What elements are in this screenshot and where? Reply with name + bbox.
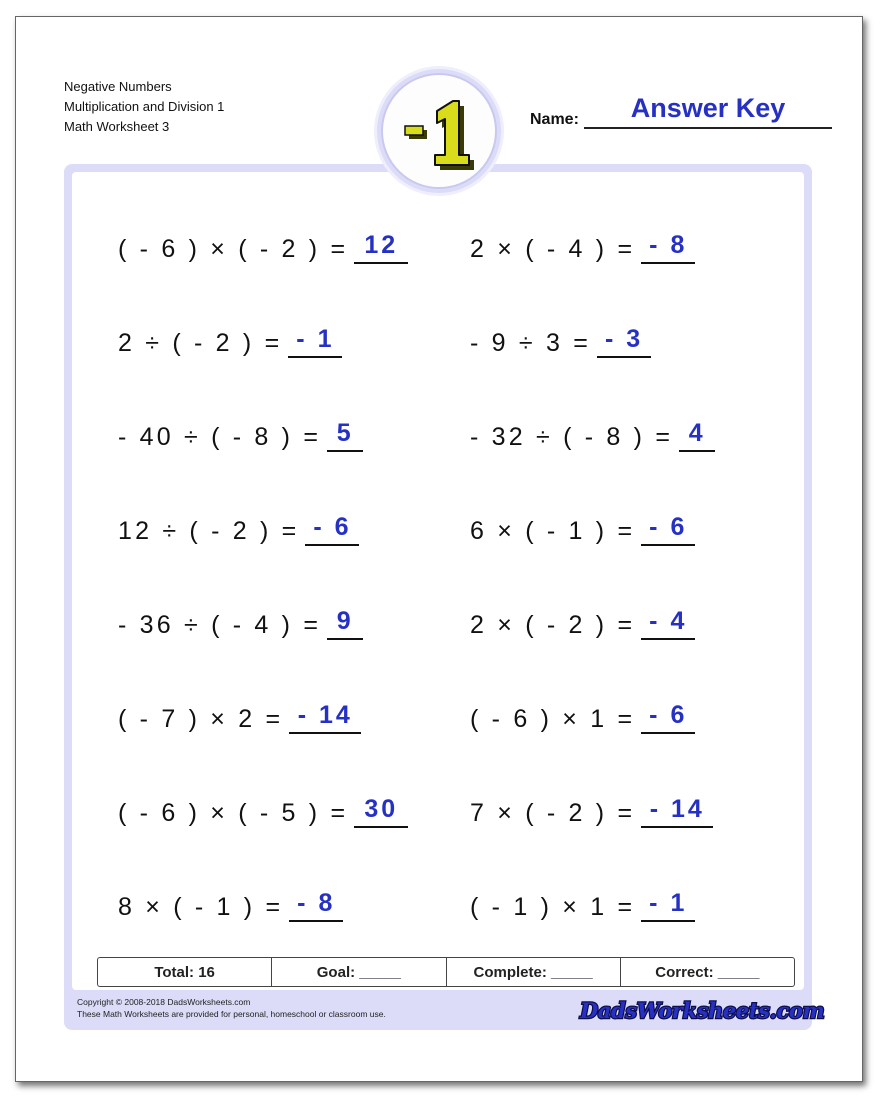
problem-expression: 8 × ( - 1 ) = <box>118 893 284 921</box>
problem-9 <box>118 602 363 642</box>
problem-15 <box>118 884 343 924</box>
problem-answer: - 8 <box>641 228 695 264</box>
problem-answer: - 8 <box>289 886 343 922</box>
copyright-notice <box>77 996 386 1020</box>
name-underline <box>584 127 832 129</box>
problem-12 <box>470 696 695 736</box>
problem-answer: - 1 <box>641 886 695 922</box>
answer-key-text: Answer Key <box>630 93 786 123</box>
problem-expression: 6 × ( - 1 ) = <box>470 517 636 545</box>
problem-8 <box>470 508 695 548</box>
problem-answer: 4 <box>679 416 715 452</box>
problem-answer: 30 <box>354 792 408 828</box>
usage-notice: These Math Worksheets are provided for personal, homeschool or classroom use. <box>77 1009 386 1019</box>
negative-one-badge-icon <box>381 73 497 189</box>
score-total: Total: 16 <box>98 958 272 986</box>
problem-1 <box>118 226 408 266</box>
problem-expression: 2 × ( - 4 ) = <box>470 235 636 263</box>
score-correct: Correct: _____ <box>655 963 760 981</box>
problem-10 <box>470 602 695 642</box>
problem-6 <box>470 414 715 454</box>
problem-answer: - 14 <box>289 698 361 734</box>
problem-expression: ( - 6 ) × ( - 5 ) = <box>118 799 349 827</box>
logo-text: DadsWorksheets.com <box>580 998 825 1023</box>
problem-answer: 12 <box>354 228 408 264</box>
problem-expression: - 36 ÷ ( - 4 ) = <box>118 611 322 639</box>
problems-area <box>72 172 804 990</box>
name-label: Name: <box>530 111 579 128</box>
problem-answer: 9 <box>327 604 363 640</box>
score-goal: Goal: _____ <box>272 958 446 986</box>
problem-expression: - 40 ÷ ( - 8 ) = <box>118 423 322 451</box>
problem-expression: 2 ÷ ( - 2 ) = <box>118 329 283 357</box>
problem-14 <box>470 790 713 830</box>
problems-panel <box>64 164 825 1030</box>
problem-expression: 2 × ( - 2 ) = <box>470 611 636 639</box>
problem-expression: - 32 ÷ ( - 8 ) = <box>470 423 674 451</box>
copyright-line: Copyright © 2008-2018 DadsWorksheets.com <box>77 997 251 1007</box>
problem-expression: ( - 1 ) × 1 = <box>470 893 636 921</box>
problem-expression: 7 × ( - 2 ) = <box>470 799 636 827</box>
title-line-1: Negative Numbers <box>64 79 172 94</box>
problem-answer: - 1 <box>288 322 342 358</box>
problem-expression: ( - 7 ) × 2 = <box>118 705 284 733</box>
problem-answer: - 4 <box>641 604 695 640</box>
problem-7 <box>118 508 359 548</box>
problem-expression: ( - 6 ) × 1 = <box>470 705 636 733</box>
score-complete: Complete: _____ <box>447 958 621 986</box>
problem-answer: 5 <box>327 416 363 452</box>
problem-3 <box>118 320 342 360</box>
problem-answer: - 14 <box>641 792 713 828</box>
problem-11 <box>118 696 361 736</box>
problem-13 <box>118 790 408 830</box>
problem-answer: - 3 <box>597 322 651 358</box>
title-line-2: Multiplication and Division 1 <box>64 99 225 114</box>
problem-expression: 12 ÷ ( - 2 ) = <box>118 517 300 545</box>
problem-answer: - 6 <box>305 510 359 546</box>
problem-16 <box>470 884 695 924</box>
score-table <box>97 957 795 987</box>
problem-5 <box>118 414 363 454</box>
title-line-3: Math Worksheet 3 <box>64 119 170 134</box>
problem-expression: ( - 6 ) × ( - 2 ) = <box>118 235 349 263</box>
dadsworksheets-logo <box>576 992 825 1033</box>
problem-answer: - 6 <box>641 510 695 546</box>
problem-2 <box>470 226 695 266</box>
worksheet-page <box>15 16 863 1082</box>
problem-answer: - 6 <box>641 698 695 734</box>
problem-expression: - 9 ÷ 3 = <box>470 329 592 357</box>
problem-4 <box>470 320 651 360</box>
worksheet-title <box>64 77 224 137</box>
